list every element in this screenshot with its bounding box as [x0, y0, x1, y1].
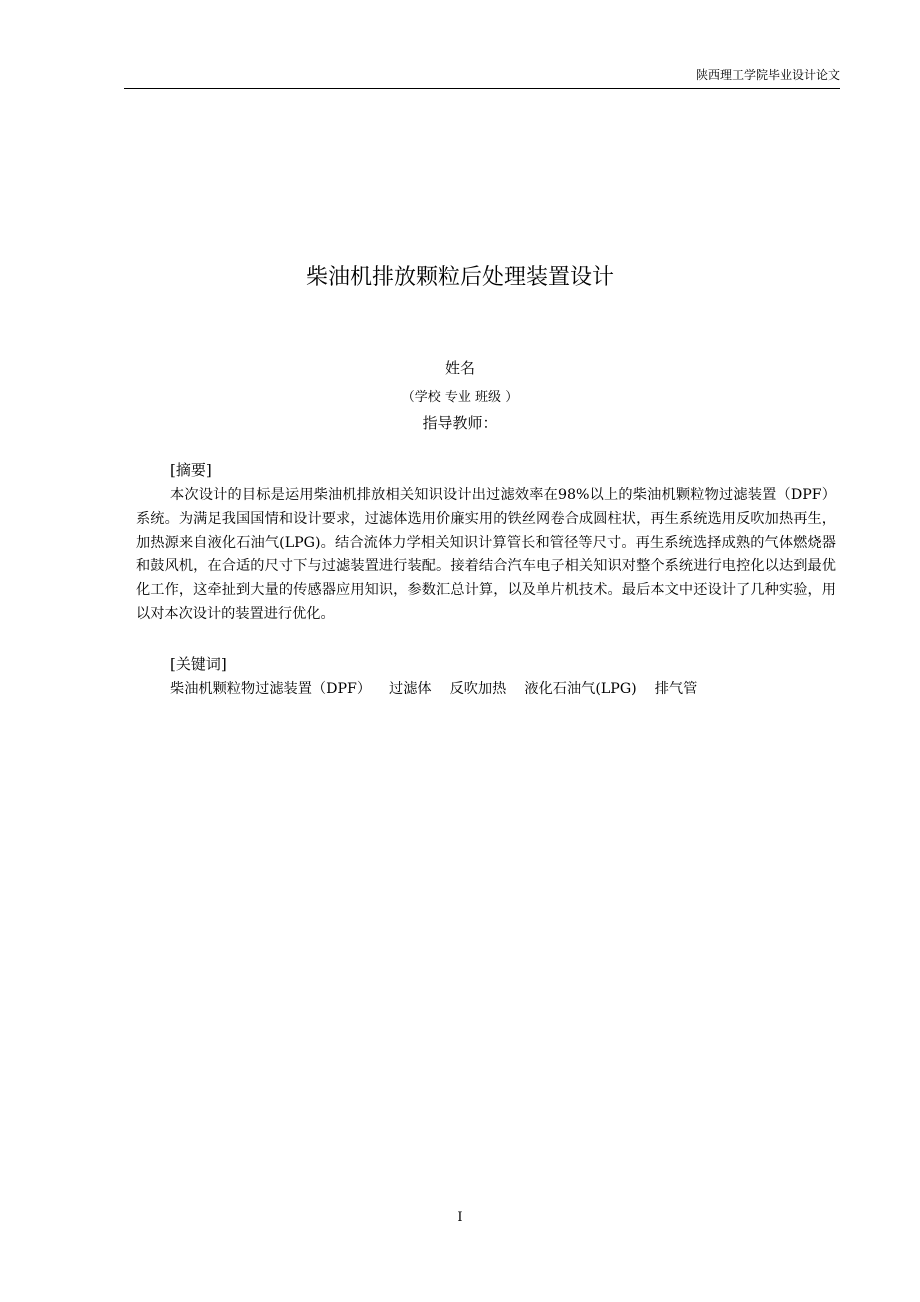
keyword-item: 排气管	[654, 681, 698, 697]
keyword-item: 过滤体	[389, 681, 432, 697]
keywords-label: [关键词]	[170, 655, 227, 673]
abstract-label: [摘要]	[170, 461, 212, 479]
author-name: 姓名	[444, 359, 475, 377]
keyword-item: 液化石油气(LPG)	[524, 681, 637, 697]
abstract-body: 本次设计的目标是运用柴油机排放相关知识设计出过滤效率在98%以上的柴油机颗粒物过滤装置（DPF）系统。为满足我国国情和设计要求，过滤体选用价廉实用的铁丝网卷合成圆柱状，再生系统选用反吹加热再生，加热源来自液化石油气(LPG)。结合流体力学相关知识计算管长和管径等尺寸。再生系统选择成熟的气体燃烧器和鼓风机，在合适的尺寸下与过滤装置进行装配。接着结合汽车电子相关知识对整个系统进行电控化以达到最优化工作，这牵扯到大量的传感器应用知识，参数汇总计算，以及单片机技术。最后本文中还设计了几种实验，用以对本次设计的装置进行优化。	[136, 487, 836, 622]
page-number: I	[457, 1210, 463, 1225]
paper-title: 柴油机排放颗粒后处理装置设计	[305, 265, 614, 290]
keywords-list	[170, 678, 697, 700]
keyword-item: 柴油机颗粒物过滤装置（DPF）	[170, 681, 372, 697]
keyword-item: 反吹加热	[449, 681, 507, 697]
advisor-label: 指导教师：	[422, 414, 498, 432]
running-header: 陕西理工学院毕业设计论文	[124, 66, 840, 89]
author-affiliation: （学校 专业 班级 ）	[401, 390, 519, 405]
